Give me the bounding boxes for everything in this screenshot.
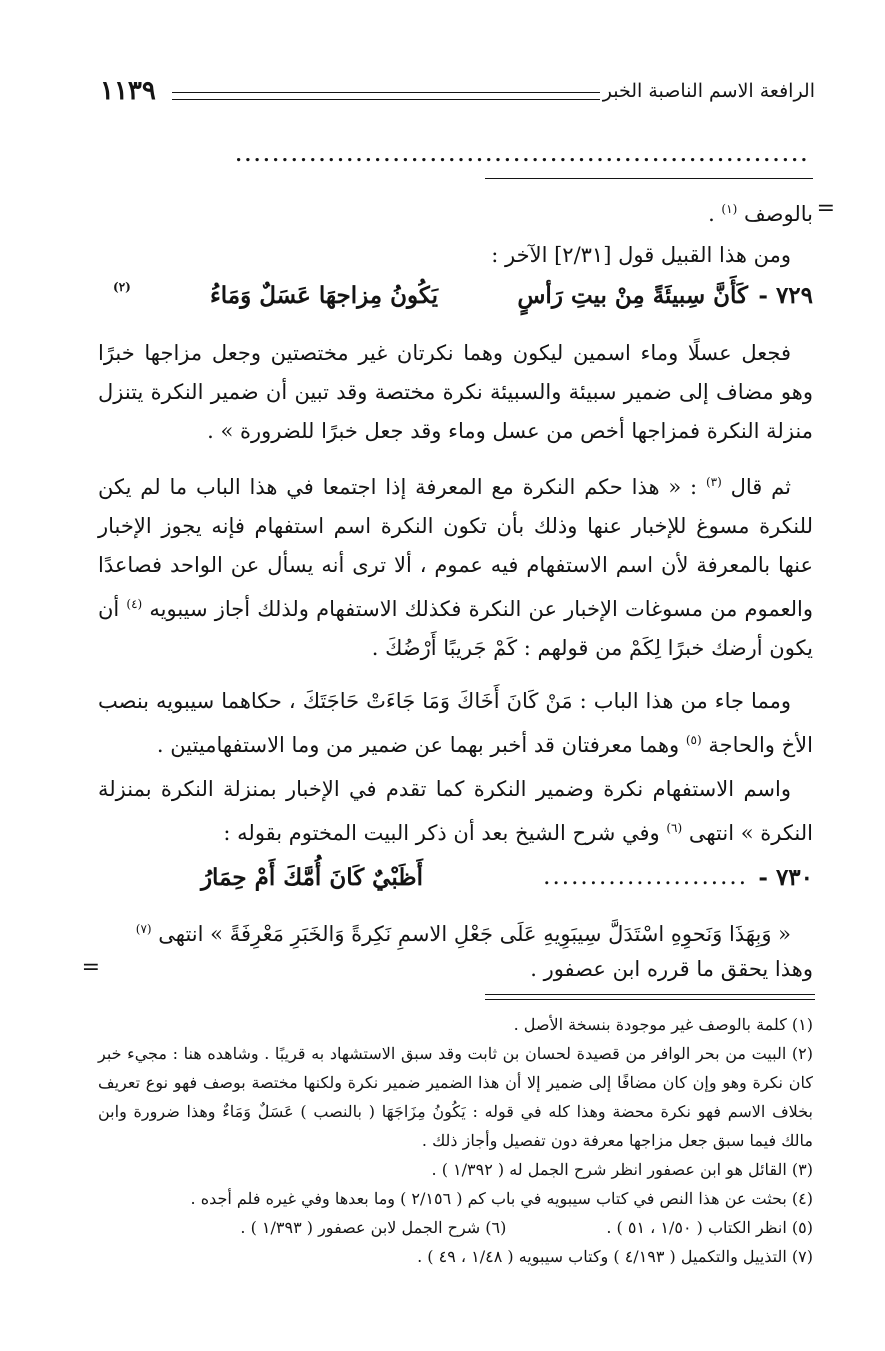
footnote-6: (٦) شرح الجمل لابن عصفور ( ١/٣٩٣ ) . — [240, 1218, 507, 1237]
top-rule — [485, 178, 813, 179]
footnote-ref-6: (٦) — [666, 821, 683, 835]
footnote-ref-7: (٧) — [135, 922, 152, 936]
footnote-ref-2: (٢) — [113, 280, 131, 294]
paragraph-4: ثم قال $^{(٣)}$ : « هذا حكم النكرة مع المعرفة إذا اجتمعا في هذا الباب ما لم يكن للنكرة مسوغ للإخبار عنها وذلك بأن تكون النكرة اسم استفهام فإنه يجوز الإخبار عنها بالمعرفة لأن اسم الاستفهام فيه عموم ، ألا ترى أنه يسأل عن الواحد فصاعدًا والعموم من مسوغات الإخبار عن النكرة فكذلك الاستفهام ولذلك أجاز سيبويه $^{(٤)}$ أن يكون أرضك خبرًا لِكَمْ من قولهم : كَمْ جَريبًا أَرْضُكَ . — [98, 475, 813, 660]
footnote-2: (٢) البيت من بحر الوافر من قصيدة لحسان بن ثابت وقد سبق الاستشهاد به قريبًا . وشاهده هنا : مجيء خبر كان نكرة وهو وإن كان مضافًا إلى ضمير إلا أن هذا الضمير ضمير نكرة ولكنها مختصة بوصف فهو نوع تعريف بخلاف الاسم فهو نكرة محضة وهذا كله في قوله : يَكُونُ مِزَاجَهَا ( بالنصب ) عَسَلٌ وَمَاءٌ وهذا ضرورة وابن مالك فيما سبق جعل مزاجها معرفة دون تفصيل وأجاز ذلك . — [98, 1044, 814, 1150]
footnotes — [98, 1010, 813, 1271]
header-double-rule — [172, 92, 600, 100]
paragraph-3: فجعل عسلًا وماء اسمين ليكون وهما نكرتان غير مختصتين وجعل مزاجها خبرًا وهو مضاف إلى ضمير سبيئة والسبيئة نكرة مختصة وقد تبين أن ضمير النكرة يتنزل منزلة النكرة فمزاجها أخص من عسل وماء وقد جعل خبرًا للضرورة » . — [98, 341, 813, 443]
footnote-7: (٧) التذييل والتكميل ( ٤/١٩٣ ) وكتاب سيبويه ( ١/٤٨ ، ٤٩ ) . — [417, 1247, 813, 1266]
footnote-4: (٤) بحثت عن هذا النص في كتاب سيبويه في باب كم ( ٢/١٥٦ ) وما بعدها وفي غيره فلم أجده . — [190, 1189, 813, 1208]
paragraph-5: ومما جاء من هذا الباب : مَنْ كَانَ أَخَاكَ وَمَا جَاءَتْ حَاجَتَكَ ، حكاهما سيبويه بنصب الأخ والحاجة $^{(٥)}$ وهما معرفتان قد أخبر بهما عن ضمير من وما الاستفهاميتين . — [98, 689, 813, 757]
footnote-1: (١) كلمة بالوصف غير موجودة بنسخة الأصل . — [513, 1015, 813, 1034]
verse-second-hemistich: يَكُونُ مِزاجهَا عَسَلٌ وَمَاءُ — [209, 282, 438, 309]
paragraph-7: « وَبِهَذَا وَنَحوِهِ اسْتَدَلَّ سِيبَوِيهِ عَلَى جَعْلِ الاسمِ نَكِرةً وَالخَبَرِ مَعْرِفَةً » انتهى $^{(٧)}$ — [135, 922, 791, 946]
running-header — [100, 76, 815, 114]
chapter-title: الرافعة الاسم الناصبة الخبر — [602, 80, 815, 102]
verse-elided-hemistich: ...................... — [543, 864, 748, 890]
verse-730 — [98, 864, 813, 904]
footnote-3: (٣) القائل هو ابن عصفور انظر شرح الجمل له ( ١/٣٩٢ ) . — [431, 1160, 813, 1179]
footnote-rule — [485, 994, 815, 1000]
dotted-separator: .............................................................. — [235, 147, 810, 165]
verse-first-hemistich: كَأَنَّ سِبيئَةً مِنْ بيتِ رَأسٍ — [517, 282, 748, 309]
footnote-5: (٥) انظر الكتاب ( ١/٥٠ ، ٥١ ) . — [606, 1218, 813, 1237]
verse-number: ٧٢٩ - — [758, 282, 813, 309]
verse-number: ٧٣٠ - — [758, 864, 813, 891]
paragraph-8: وهذا يحقق ما قرره ابن عصفور . — [530, 957, 813, 981]
footnote-ref-3: (٣) — [705, 475, 722, 489]
continuation-mark-bottom: = — [81, 955, 100, 980]
footnote-ref-1: (١) — [721, 202, 738, 216]
paragraph-2: ومن هذا القبيل قول [٢/٣١] الآخر : — [491, 243, 791, 267]
continuation-mark-top: = — [816, 196, 835, 221]
verse-729 — [98, 282, 813, 322]
footnote-ref-4: (٤) — [126, 597, 143, 611]
paragraph-1: بالوصف $^{(١)}$ . — [708, 202, 813, 226]
footnote-ref-5: (٥) — [685, 733, 702, 747]
footnote-row-5-6 — [98, 1213, 813, 1242]
verse-second-hemistich: أَظَبْيٌ كَانَ أُمَّكَ أَمْ حِمَارُ — [200, 864, 423, 891]
page-number: ١١٣٩ — [100, 76, 156, 106]
paragraph-6: واسم الاستفهام نكرة وضمير النكرة كما تقدم في الإخبار بمنزلة النكرة بمنزلة النكرة » انتهى $^{(٦)}$ وفي شرح الشيخ بعد أن ذكر البيت المختوم بقوله : — [98, 777, 813, 845]
